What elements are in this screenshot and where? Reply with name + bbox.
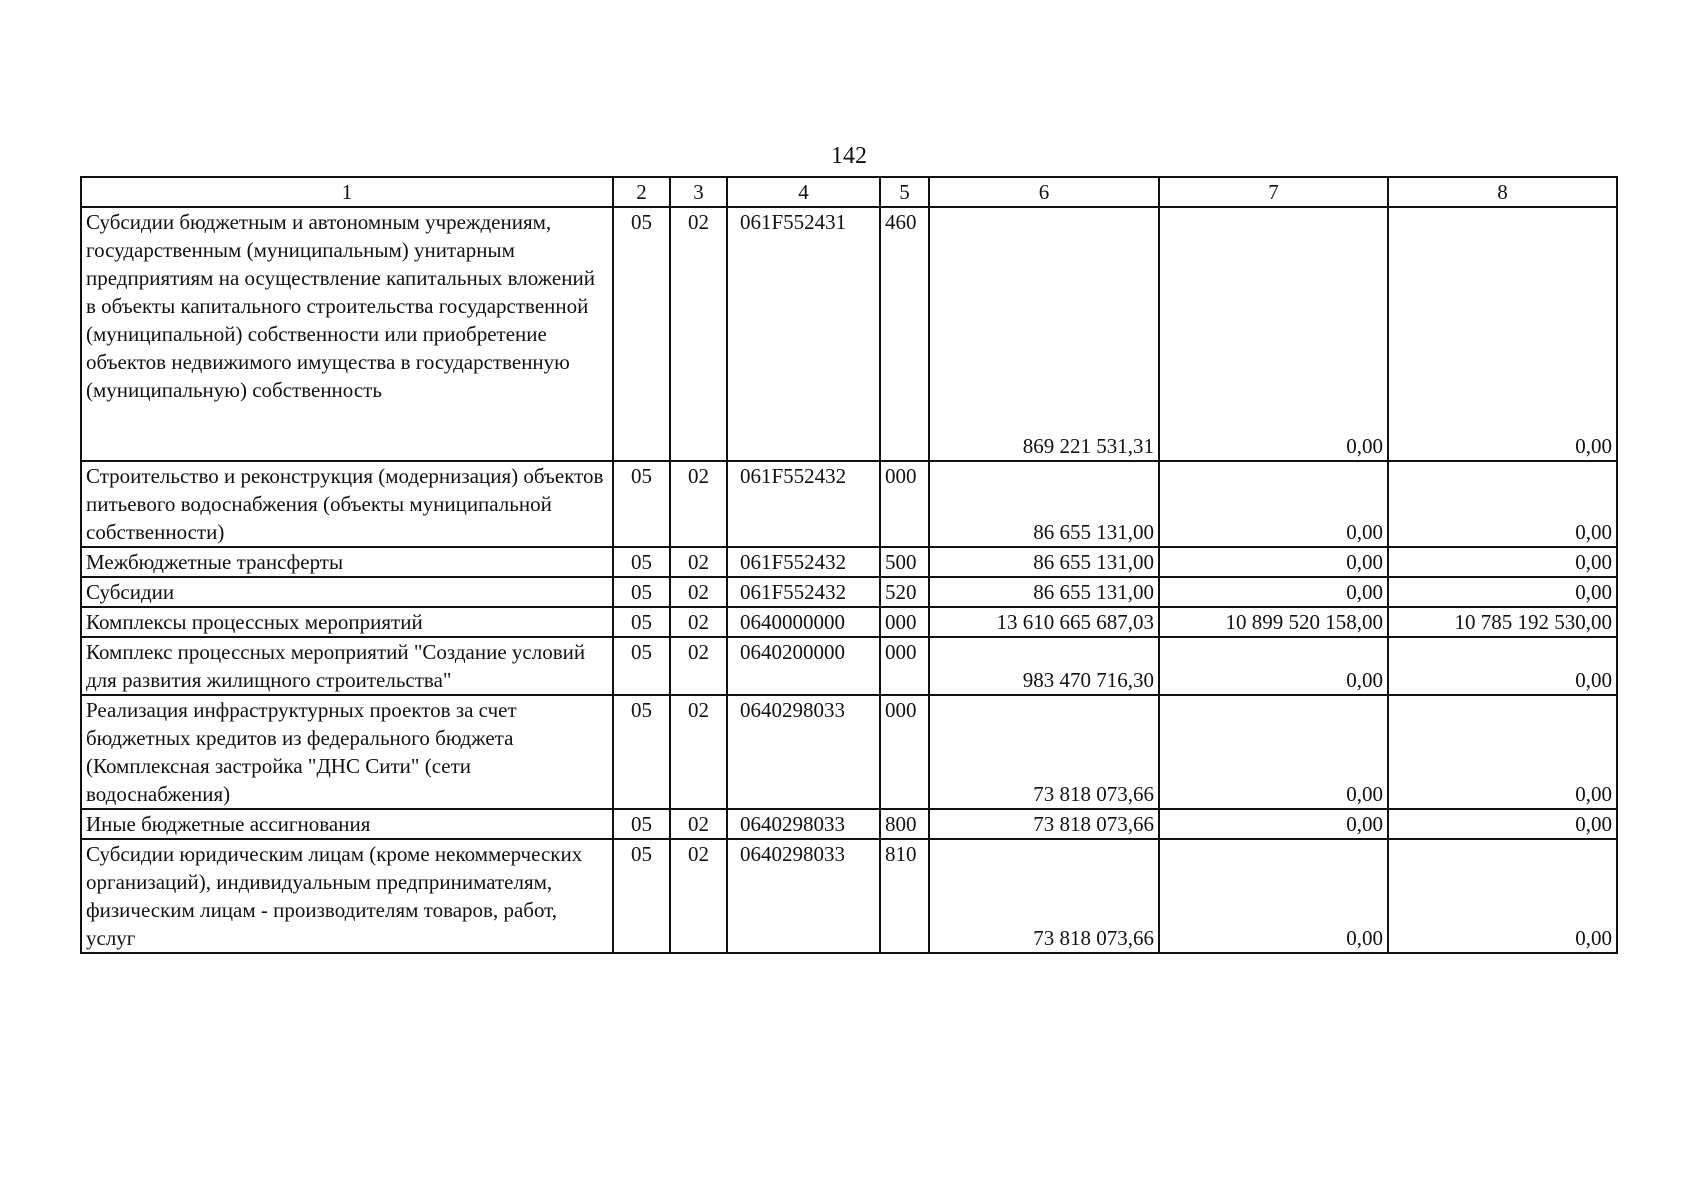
target-article-code: 061F552432 <box>727 577 880 607</box>
column-header: 2 <box>613 177 670 207</box>
expense-type-code: 800 <box>880 809 929 839</box>
table-row <box>81 637 1617 695</box>
expense-type-code: 000 <box>880 461 929 547</box>
amount-col6: 73 818 073,66 <box>929 809 1159 839</box>
amount-col8: 0,00 <box>1388 809 1617 839</box>
amount-col6: 73 818 073,66 <box>929 839 1159 953</box>
amount-col7: 0,00 <box>1159 577 1388 607</box>
amount-col7: 10 899 520 158,00 <box>1159 607 1388 637</box>
row-name: Субсидии <box>81 577 613 607</box>
table-row <box>81 607 1617 637</box>
table-row <box>81 809 1617 839</box>
amount-col6: 86 655 131,00 <box>929 577 1159 607</box>
row-name: Межбюджетные трансферты <box>81 547 613 577</box>
subsection-code: 02 <box>670 607 727 637</box>
subsection-code: 02 <box>670 461 727 547</box>
target-article-code: 0640298033 <box>727 695 880 809</box>
column-header: 8 <box>1388 177 1617 207</box>
table-row <box>81 577 1617 607</box>
section-code: 05 <box>613 207 670 461</box>
amount-col8: 10 785 192 530,00 <box>1388 607 1617 637</box>
row-name: Реализация инфраструктурных проектов за счет бюджетных кредитов из федерального бюджета (Комплексная застройка "ДНС Сити" (сети водоснабжения) <box>81 695 613 809</box>
section-code: 05 <box>613 547 670 577</box>
amount-col6: 983 470 716,30 <box>929 637 1159 695</box>
table-row <box>81 547 1617 577</box>
section-code: 05 <box>613 577 670 607</box>
target-article-code: 0640000000 <box>727 607 880 637</box>
amount-col7: 0,00 <box>1159 547 1388 577</box>
column-header: 5 <box>880 177 929 207</box>
row-name: Строительство и реконструкция (модернизация) объектов питьевого водоснабжения (объекты муниципальной собственности) <box>81 461 613 547</box>
expense-type-code: 810 <box>880 839 929 953</box>
expense-type-code: 000 <box>880 695 929 809</box>
column-header: 6 <box>929 177 1159 207</box>
page-number: 142 <box>831 143 867 169</box>
section-code: 05 <box>613 695 670 809</box>
expense-type-code: 000 <box>880 607 929 637</box>
amount-col6: 869 221 531,31 <box>929 207 1159 461</box>
row-name: Иные бюджетные ассигнования <box>81 809 613 839</box>
amount-col6: 73 818 073,66 <box>929 695 1159 809</box>
amount-col7: 0,00 <box>1159 637 1388 695</box>
column-header: 3 <box>670 177 727 207</box>
subsection-code: 02 <box>670 577 727 607</box>
section-code: 05 <box>613 839 670 953</box>
section-code: 05 <box>613 809 670 839</box>
expense-type-code: 500 <box>880 547 929 577</box>
amount-col6: 86 655 131,00 <box>929 461 1159 547</box>
section-code: 05 <box>613 461 670 547</box>
amount-col8: 0,00 <box>1388 637 1617 695</box>
expense-type-code: 460 <box>880 207 929 461</box>
column-header: 1 <box>81 177 613 207</box>
amount-col8: 0,00 <box>1388 207 1617 461</box>
column-header: 4 <box>727 177 880 207</box>
amount-col7: 0,00 <box>1159 461 1388 547</box>
expense-type-code: 520 <box>880 577 929 607</box>
subsection-code: 02 <box>670 839 727 953</box>
row-name: Субсидии бюджетным и автономным учреждениям, государственным (муниципальным) унитарным предприятиям на осуществление капитальных вложений в объекты капитального строительства государственной (муниципальной) собственности или приобретение объектов недвижимого имущества в государственную (муниципальную) собственность <box>81 207 613 461</box>
amount-col6: 13 610 665 687,03 <box>929 607 1159 637</box>
target-article-code: 061F552432 <box>727 547 880 577</box>
row-name: Субсидии юридическим лицам (кроме некоммерческих организаций), индивидуальным предпринимателям, физическим лицам - производителям товаров, работ, услуг <box>81 839 613 953</box>
column-header: 7 <box>1159 177 1388 207</box>
amount-col8: 0,00 <box>1388 577 1617 607</box>
expense-type-code: 000 <box>880 637 929 695</box>
amount-col7: 0,00 <box>1159 839 1388 953</box>
target-article-code: 061F552431 <box>727 207 880 461</box>
table-row <box>81 461 1617 547</box>
table-row <box>81 207 1617 461</box>
amount-col8: 0,00 <box>1388 461 1617 547</box>
row-name: Комплекс процессных мероприятий "Создание условий для развития жилищного строительства" <box>81 637 613 695</box>
budget-table <box>80 176 1618 954</box>
subsection-code: 02 <box>670 207 727 461</box>
target-article-code: 061F552432 <box>727 461 880 547</box>
row-name: Комплексы процессных мероприятий <box>81 607 613 637</box>
amount-col8: 0,00 <box>1388 839 1617 953</box>
section-code: 05 <box>613 637 670 695</box>
table-header-row <box>81 177 1617 207</box>
subsection-code: 02 <box>670 809 727 839</box>
subsection-code: 02 <box>670 547 727 577</box>
amount-col7: 0,00 <box>1159 207 1388 461</box>
amount-col7: 0,00 <box>1159 809 1388 839</box>
amount-col6: 86 655 131,00 <box>929 547 1159 577</box>
target-article-code: 0640298033 <box>727 839 880 953</box>
amount-col8: 0,00 <box>1388 547 1617 577</box>
section-code: 05 <box>613 607 670 637</box>
subsection-code: 02 <box>670 637 727 695</box>
table-row <box>81 839 1617 953</box>
amount-col7: 0,00 <box>1159 695 1388 809</box>
amount-col8: 0,00 <box>1388 695 1617 809</box>
table-row <box>81 695 1617 809</box>
target-article-code: 0640298033 <box>727 809 880 839</box>
target-article-code: 0640200000 <box>727 637 880 695</box>
subsection-code: 02 <box>670 695 727 809</box>
